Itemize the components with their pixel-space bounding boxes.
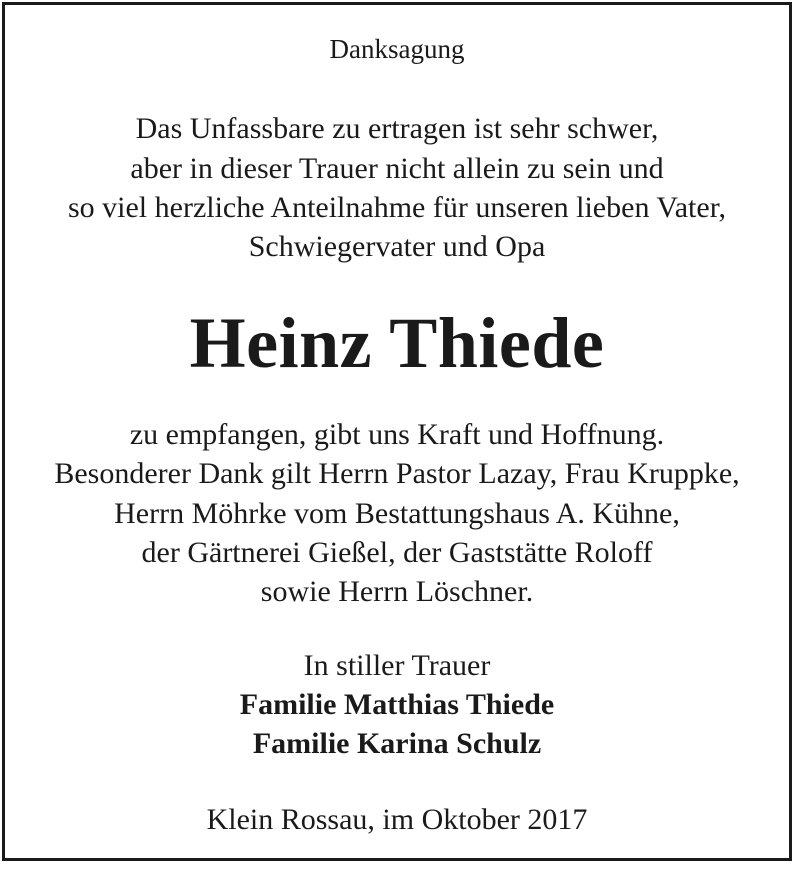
thanks-line-2: Besonderer Dank gilt Herrn Pastor Lazay, Frau Kruppke, [54,457,740,490]
mourning-label: In stiller Trauer [303,649,491,682]
obituary-notice [2,2,792,861]
thanks-line-4: der Gärtnerei Gießel, der Gaststätte Roloff [141,536,653,569]
place-date: Klein Rossau, im Oktober 2017 [206,803,588,836]
family-1: Familie Matthias Thiede [239,688,555,721]
family-2: Familie Karina Schulz [252,727,542,760]
intro-line-2: aber in dieser Trauer nicht allein zu sein und [130,152,664,185]
deceased-name: Heinz Thiede [189,303,605,383]
intro-line-1: Das Unfassbare zu ertragen ist sehr schwer, [135,112,659,145]
thanks-line-1: zu empfangen, gibt uns Kraft und Hoffnung. [129,418,665,451]
intro-line-4: Schwiegervater und Opa [248,230,546,263]
thanks-line-5: sowie Herrn Löschner. [260,575,534,608]
intro-line-3: so viel herzliche Anteilnahme für unseren lieben Vater, [67,191,726,224]
notice-heading: Danksagung [329,34,465,64]
thanks-line-3: Herrn Möhrke vom Bestattungshaus A. Kühne, [114,497,680,530]
